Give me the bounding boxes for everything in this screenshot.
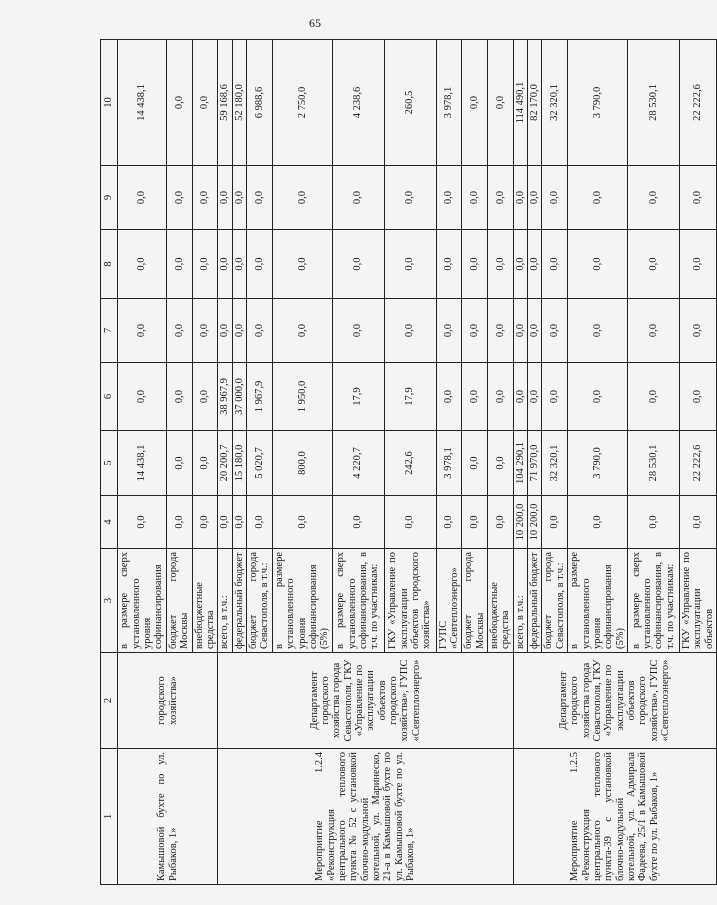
value-cell: 0,0 <box>527 363 541 431</box>
executor: Департамент городского хозяйства города Севастополя, ГКУ «Управление по эксплуатации объектов городского хозяйства», ГУПС «Севтеплоэнерго» <box>513 653 716 749</box>
value-cell: 0,0 <box>513 299 527 363</box>
column-number: 2 <box>101 653 118 749</box>
value-cell: 0,0 <box>568 166 628 230</box>
value-cell: 0,0 <box>218 299 232 363</box>
executor: Департамент городского хозяйства города Севастополя, ГКУ «Управление по эксплуатации объектов городского хозяйства», ГУПС «Севтеплоэнерго» <box>218 653 513 749</box>
value-cell: 14 438,1 <box>118 431 167 496</box>
value-cell: 28 530,1 <box>627 40 679 166</box>
funding-source: бюджет города Севастополя, в т.ч.: <box>246 549 272 653</box>
value-cell: 0,0 <box>272 230 332 299</box>
value-cell: 28 530,1 <box>627 431 679 496</box>
funding-source: в размере установленного уровня софинансирования (5%) <box>568 549 628 653</box>
value-cell: 0,0 <box>246 299 272 363</box>
value-cell: 52 180,0 <box>232 40 246 166</box>
value-cell: 0,0 <box>167 299 193 363</box>
funding-source: бюджет города Москвы <box>167 549 193 653</box>
value-cell: 0,0 <box>462 431 488 496</box>
value-cell: 0,0 <box>542 496 568 549</box>
value-cell: 3 790,0 <box>568 40 628 166</box>
column-number: 3 <box>101 549 118 653</box>
funding-source: бюджет города Севастополя, в т.ч.: <box>542 549 568 653</box>
value-cell: 0,0 <box>462 166 488 230</box>
value-cell: 0,0 <box>679 299 716 363</box>
value-cell: 0,0 <box>436 299 462 363</box>
value-cell: 0,0 <box>218 230 232 299</box>
value-cell: 0,0 <box>218 496 232 549</box>
value-cell: 71 970,0 <box>527 431 541 496</box>
value-cell: 0,0 <box>462 363 488 431</box>
funding-source: в размере сверх установленного софинансирования, в т.ч. по участникам: <box>627 549 679 653</box>
funding-source: в размере сверх установленного уровня софинансирования <box>118 549 167 653</box>
value-cell: 0,0 <box>542 166 568 230</box>
value-cell: 0,0 <box>679 230 716 299</box>
value-cell: 0,0 <box>487 299 513 363</box>
value-cell: 0,0 <box>232 496 246 549</box>
value-cell: 0,0 <box>513 230 527 299</box>
value-cell: 0,0 <box>192 166 218 230</box>
value-cell: 4 238,6 <box>332 40 384 166</box>
column-number-row <box>101 40 118 885</box>
value-cell: 0,0 <box>384 496 436 549</box>
value-cell: 0,0 <box>542 363 568 431</box>
funding-source: в размере установленного уровня софинансирования (5%) <box>272 549 332 653</box>
value-cell: 5 020,7 <box>246 431 272 496</box>
value-cell: 10 200,0 <box>513 496 527 549</box>
column-number: 9 <box>101 166 118 230</box>
value-cell: 0,0 <box>513 363 527 431</box>
value-cell: 38 967,9 <box>218 363 232 431</box>
value-cell: 0,0 <box>627 363 679 431</box>
value-cell: 0,0 <box>167 363 193 431</box>
page-number: 65 <box>309 16 321 30</box>
value-cell: 0,0 <box>167 40 193 166</box>
value-cell: 0,0 <box>487 363 513 431</box>
value-cell: 3 790,0 <box>568 431 628 496</box>
value-cell: 0,0 <box>679 496 716 549</box>
value-cell: 0,0 <box>384 230 436 299</box>
value-cell: 15 180,0 <box>232 431 246 496</box>
column-number: 10 <box>101 40 118 166</box>
value-cell: 3 978,1 <box>436 40 462 166</box>
value-cell: 0,0 <box>462 40 488 166</box>
value-cell: 0,0 <box>272 166 332 230</box>
value-cell: 10 200,0 <box>527 496 541 549</box>
table-row <box>513 40 527 885</box>
value-cell: 0,0 <box>568 363 628 431</box>
column-number: 8 <box>101 230 118 299</box>
value-cell: 0,0 <box>118 230 167 299</box>
value-cell: 0,0 <box>118 166 167 230</box>
measure-name: Камышовой бухте по ул. Рыбаков, 1» <box>118 749 218 885</box>
value-cell: 0,0 <box>436 230 462 299</box>
value-cell: 0,0 <box>462 230 488 299</box>
value-cell: 0,0 <box>527 299 541 363</box>
value-cell: 0,0 <box>167 230 193 299</box>
funding-source: ГКУ «Управление по эксплуатации объектов <box>679 549 716 653</box>
funding-source: федеральный бюджет <box>232 549 246 653</box>
value-cell: 0,0 <box>436 166 462 230</box>
value-cell: 0,0 <box>627 299 679 363</box>
rotated-table-wrapper <box>100 40 715 885</box>
funding-source: федеральный бюджет <box>527 549 541 653</box>
value-cell: 2 750,0 <box>272 40 332 166</box>
measure-name: Мероприятие 1.2.5 «Реконструкция центрального теплового пункта-39 с установкой блочно-модульной котельной, ул. Адмирала Фадеева, 25/1 в Камышовой бухте по ул. Рыбаков, 1» <box>513 749 716 885</box>
value-cell: 0,0 <box>487 431 513 496</box>
value-cell: 0,0 <box>118 363 167 431</box>
table-row <box>218 40 232 885</box>
value-cell: 20 200,7 <box>218 431 232 496</box>
funding-source: ГКУ «Управление по эксплуатации объектов городского хозяйства» <box>384 549 436 653</box>
value-cell: 0,0 <box>436 496 462 549</box>
value-cell: 59 168,6 <box>218 40 232 166</box>
value-cell: 4 220,7 <box>332 431 384 496</box>
value-cell: 0,0 <box>118 496 167 549</box>
value-cell: 1 950,0 <box>272 363 332 431</box>
value-cell: 0,0 <box>167 496 193 549</box>
value-cell: 0,0 <box>167 431 193 496</box>
value-cell: 0,0 <box>627 166 679 230</box>
column-number: 1 <box>101 749 118 885</box>
value-cell: 0,0 <box>246 230 272 299</box>
funding-source: в размере сверх установленного софинансирования, в т.ч. по участникам: <box>332 549 384 653</box>
value-cell: 22 222,6 <box>679 40 716 166</box>
value-cell: 22 222,6 <box>679 431 716 496</box>
value-cell: 0,0 <box>487 496 513 549</box>
value-cell: 0,0 <box>192 496 218 549</box>
value-cell: 0,0 <box>627 230 679 299</box>
value-cell: 0,0 <box>118 299 167 363</box>
value-cell: 0,0 <box>272 496 332 549</box>
value-cell: 0,0 <box>679 363 716 431</box>
value-cell: 0,0 <box>527 230 541 299</box>
funding-table <box>100 39 717 885</box>
funding-source: всего, в т.ч.: <box>218 549 232 653</box>
value-cell: 0,0 <box>568 299 628 363</box>
value-cell: 0,0 <box>246 496 272 549</box>
funding-source: бюджет города Москвы <box>462 549 488 653</box>
value-cell: 0,0 <box>232 230 246 299</box>
value-cell: 0,0 <box>542 230 568 299</box>
value-cell: 0,0 <box>384 299 436 363</box>
value-cell: 104 290,1 <box>513 431 527 496</box>
value-cell: 0,0 <box>487 166 513 230</box>
value-cell: 0,0 <box>232 166 246 230</box>
value-cell: 0,0 <box>487 40 513 166</box>
value-cell: 260,5 <box>384 40 436 166</box>
measure-name: Мероприятие 1.2.4 «Реконструкция центрального теплового пункта № 52 с установкой блочно-модульной котельной, ул. Маринеско, 21-а в Камышовой бухте по ул. Камышовой бухте по ул. Рыбаков, 1» <box>218 749 513 885</box>
value-cell: 800,0 <box>272 431 332 496</box>
value-cell: 0,0 <box>679 166 716 230</box>
value-cell: 0,0 <box>384 166 436 230</box>
value-cell: 0,0 <box>192 363 218 431</box>
value-cell: 0,0 <box>167 166 193 230</box>
value-cell: 0,0 <box>462 496 488 549</box>
value-cell: 17,9 <box>384 363 436 431</box>
table-row <box>118 40 167 885</box>
value-cell: 0,0 <box>542 299 568 363</box>
value-cell: 37 000,0 <box>232 363 246 431</box>
funding-source: ГУПС «Севтеплоэнерго» <box>436 549 462 653</box>
value-cell: 0,0 <box>568 230 628 299</box>
executor: городского хозяйства» <box>118 653 218 749</box>
value-cell: 0,0 <box>487 230 513 299</box>
funding-source: внебюджетные средства <box>487 549 513 653</box>
value-cell: 0,0 <box>272 299 332 363</box>
value-cell: 0,0 <box>513 166 527 230</box>
value-cell: 0,0 <box>527 166 541 230</box>
value-cell: 0,0 <box>232 299 246 363</box>
value-cell: 0,0 <box>246 166 272 230</box>
value-cell: 1 967,9 <box>246 363 272 431</box>
funding-source: всего, в т.ч.: <box>513 549 527 653</box>
value-cell: 0,0 <box>332 166 384 230</box>
value-cell: 82 170,0 <box>527 40 541 166</box>
value-cell: 0,0 <box>332 230 384 299</box>
value-cell: 0,0 <box>332 299 384 363</box>
value-cell: 242,6 <box>384 431 436 496</box>
value-cell: 0,0 <box>627 496 679 549</box>
value-cell: 0,0 <box>568 496 628 549</box>
value-cell: 0,0 <box>192 431 218 496</box>
value-cell: 0,0 <box>192 299 218 363</box>
funding-source: внебюджетные средства <box>192 549 218 653</box>
value-cell: 14 438,1 <box>118 40 167 166</box>
value-cell: 0,0 <box>192 40 218 166</box>
column-number: 6 <box>101 363 118 431</box>
value-cell: 6 988,6 <box>246 40 272 166</box>
value-cell: 32 320,1 <box>542 431 568 496</box>
value-cell: 32 320,1 <box>542 40 568 166</box>
value-cell: 0,0 <box>436 363 462 431</box>
value-cell: 114 490,1 <box>513 40 527 166</box>
column-number: 4 <box>101 496 118 549</box>
value-cell: 0,0 <box>462 299 488 363</box>
value-cell: 0,0 <box>332 496 384 549</box>
column-number: 7 <box>101 299 118 363</box>
value-cell: 17,9 <box>332 363 384 431</box>
column-number: 5 <box>101 431 118 496</box>
value-cell: 0,0 <box>192 230 218 299</box>
value-cell: 3 978,1 <box>436 431 462 496</box>
value-cell: 0,0 <box>218 166 232 230</box>
